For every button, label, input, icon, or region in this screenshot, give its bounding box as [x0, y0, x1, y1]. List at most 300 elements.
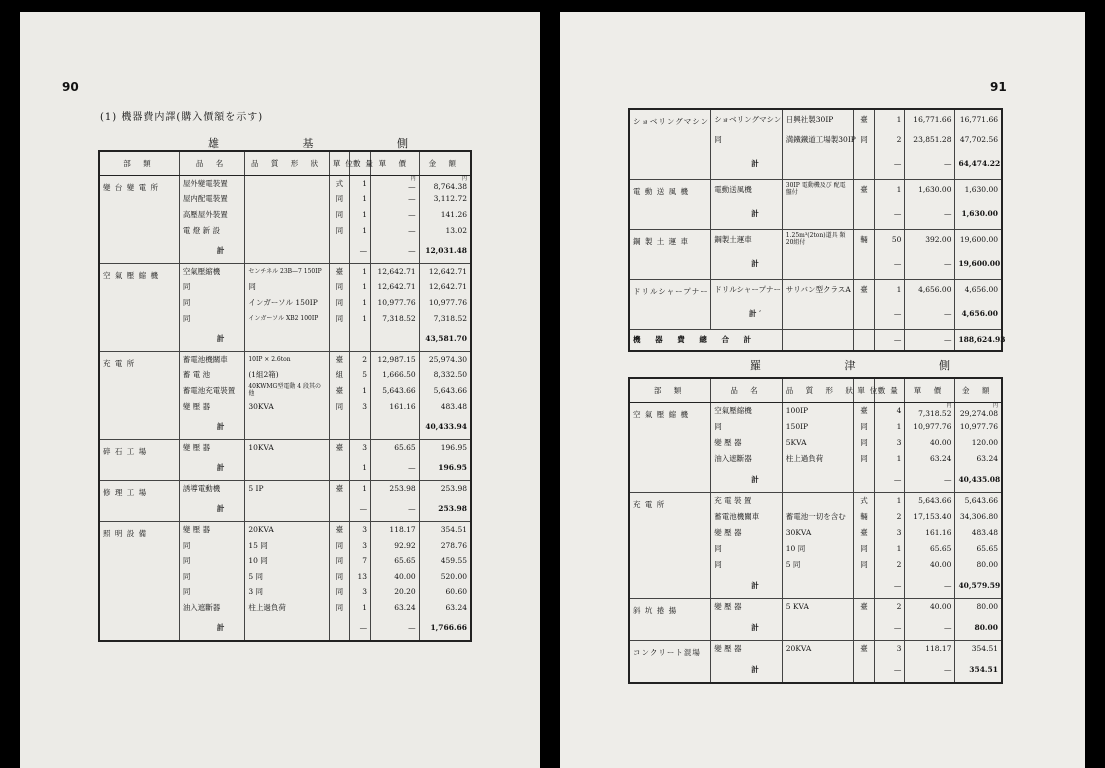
item-name: 電動送風機 [711, 179, 783, 199]
item-name: 蓄電池機關車 [179, 351, 245, 367]
item-unit: 輛 [854, 229, 874, 249]
subtotal-qty: — [874, 467, 905, 493]
item-amount: 483.48 [955, 525, 1002, 541]
subtotal-amount: 40,433.94 [419, 414, 471, 440]
item-spec: 15 同 [245, 537, 330, 553]
item-unit-price: 118.17 [905, 641, 955, 657]
item-name: 同 [179, 569, 245, 585]
subtotal-qty [349, 326, 370, 352]
item-spec: 3 同 [245, 584, 330, 600]
subtotal-price: — [371, 238, 420, 264]
subtotal-unit [854, 573, 874, 599]
item-name: 變 壓 器 [711, 525, 783, 541]
subtotal-price: — [905, 467, 955, 493]
subtotal-price [371, 326, 420, 352]
item-spec: 柱上過負荷 [782, 451, 854, 467]
item-unit-price-value: 7,318.52 [918, 408, 952, 418]
item-unit-price: 1,630.00 [905, 179, 955, 199]
item-name: 變 壓 器 [179, 439, 245, 455]
item-unit-price: — [371, 191, 420, 207]
item-amount: 354.51 [419, 522, 471, 538]
subtotal-qty: — [349, 238, 370, 264]
item-spec: インガーソル XB2 100IP [245, 310, 330, 326]
subtotal-qty: — [349, 615, 370, 641]
item-name: 同 [711, 557, 783, 573]
item-spec: 5 同 [245, 569, 330, 585]
item-spec: 5 KVA [782, 599, 854, 615]
table-row [629, 599, 1002, 615]
item-amount: 10,977.76 [419, 295, 471, 311]
item-qty: 1 [349, 310, 370, 326]
dept-cell: 碎 石 工 場 [99, 439, 179, 480]
item-unit: 同 [854, 419, 874, 435]
grand-total-price: — [905, 329, 955, 351]
item-spec [782, 493, 854, 509]
header-col-spec: 品 質 形 狀 [782, 378, 854, 403]
item-name: 蓄 電 池 [179, 367, 245, 383]
table-row [629, 403, 1002, 419]
item-qty: 3 [874, 525, 905, 541]
item-unit-price: 63.24 [371, 600, 420, 616]
header-col-unit: 單位 [854, 378, 874, 403]
item-unit: 式 [854, 493, 874, 509]
subtotal-spec [782, 149, 854, 179]
item-unit-price: 20.20 [371, 584, 420, 600]
item-qty: 1 [349, 222, 370, 238]
item-unit: 同 [329, 191, 349, 207]
item-spec: 10 同 [245, 553, 330, 569]
item-qty: 3 [349, 522, 370, 538]
item-spec: インガーソル 150IP [245, 295, 330, 311]
table-row [99, 481, 471, 497]
subtotal-unit [854, 657, 874, 683]
item-spec: 5 IP [245, 481, 330, 497]
item-unit-price: 10,977.76 [371, 295, 420, 311]
item-spec: 柱上過負荷 [245, 600, 330, 616]
subtotal-unit [329, 615, 349, 641]
item-qty: 1 [874, 109, 905, 129]
dept-cell: 空 氣 壓 縮 機 [629, 403, 711, 493]
item-spec [245, 207, 330, 223]
dept-cell: 充 電 所 [629, 493, 711, 599]
item-unit-price: 17,153.40 [905, 509, 955, 525]
subtotal-spec [782, 299, 854, 329]
item-name: 同 [179, 310, 245, 326]
subtotal-unit [329, 455, 349, 481]
item-name: 誘導電動機 [179, 481, 245, 497]
item-name: 空氣壓縮機 [179, 263, 245, 279]
item-name: 鋼製土運車 [711, 229, 783, 249]
item-unit: 同 [329, 310, 349, 326]
subtotal-amount: 1,630.00 [955, 199, 1002, 229]
subtotal-price: — [905, 299, 955, 329]
subtotal-qty: 1 [349, 455, 370, 481]
item-qty: 5 [349, 367, 370, 383]
header-col-amount: 金 額 [955, 378, 1002, 403]
item-amount: 47,702.56 [955, 129, 1002, 149]
table-row [99, 522, 471, 538]
subtotal-label: 計 [711, 149, 783, 179]
subtotal-price: — [905, 199, 955, 229]
item-unit: 同 [854, 541, 874, 557]
table-caption: (1) 機器費内譯(購入價額を示す) [100, 112, 264, 123]
item-unit: 同 [329, 600, 349, 616]
subtotal-price: — [905, 615, 955, 641]
item-spec [245, 176, 330, 192]
subtotal-label: 計 [179, 326, 245, 352]
item-unit: 同 [854, 557, 874, 573]
item-name: 變 壓 器 [711, 599, 783, 615]
subtotal-unit [854, 467, 874, 493]
item-amount: 459.55 [419, 553, 471, 569]
item-spec [245, 222, 330, 238]
item-name: 充 電 裝 置 [711, 493, 783, 509]
item-unit: 同 [329, 222, 349, 238]
subtotal-label: 計 [711, 199, 783, 229]
item-name: 變 壓 器 [179, 398, 245, 414]
item-unit: 同 [854, 451, 874, 467]
equipment-table-left [98, 150, 472, 642]
dept-cell: 空 氣 壓 縮 機 [99, 263, 179, 351]
item-qty: 1 [874, 493, 905, 509]
item-spec: 1.25m³(2ton)道具 類20組付 [782, 229, 854, 249]
item-amount: 8,332.50 [419, 367, 471, 383]
subtotal-price: — [905, 149, 955, 179]
header-col-qty: 數量 [874, 378, 905, 403]
item-qty: 7 [349, 553, 370, 569]
item-qty: 3 [349, 398, 370, 414]
item-qty: 13 [349, 569, 370, 585]
item-unit-price: 253.98 [371, 481, 420, 497]
item-unit: 同 [329, 279, 349, 295]
item-unit: 同 [854, 435, 874, 451]
item-amount: 483.48 [419, 398, 471, 414]
item-qty: 1 [349, 383, 370, 399]
item-name: 變 壓 器 [711, 641, 783, 657]
item-amount: 60.60 [419, 584, 471, 600]
item-amount: 63.24 [955, 451, 1002, 467]
item-qty: 1 [349, 191, 370, 207]
subtotal-spec [782, 249, 854, 279]
item-unit-price: 7,318.52 [371, 310, 420, 326]
item-amount-value: 8,764.38 [433, 181, 467, 191]
subtotal-qty: — [874, 615, 905, 641]
page-number-left: 90 [62, 80, 79, 94]
subtotal-label: 計 [711, 657, 783, 683]
table-row [99, 351, 471, 367]
right-page [560, 12, 1085, 768]
subtotal-unit [854, 199, 874, 229]
subtotal-price: — [905, 249, 955, 279]
table-row [99, 439, 471, 455]
grand-total-label: 機 器 費 總 合 計 [633, 335, 758, 345]
item-unit-price: 16,771.66 [905, 109, 955, 129]
item-unit: 臺 [854, 525, 874, 541]
item-qty: 1 [874, 541, 905, 557]
subtotal-qty: — [874, 249, 905, 279]
subtotal-price: — [905, 573, 955, 599]
dept-cell: 電 動 送 風 機 [629, 179, 711, 229]
item-qty: 3 [874, 641, 905, 657]
dept-cell: 照 明 設 備 [99, 522, 179, 641]
item-unit-price [905, 403, 955, 419]
subtotal-spec [782, 573, 854, 599]
item-unit-price: 40.00 [905, 435, 955, 451]
table-header-right [629, 378, 1002, 403]
subtotal-qty: — [874, 199, 905, 229]
item-amount: 16,771.66 [955, 109, 1002, 129]
item-spec: 30KVA [782, 525, 854, 541]
item-unit: 式 [329, 176, 349, 192]
item-qty: 1 [874, 279, 905, 299]
item-qty: 1 [349, 600, 370, 616]
subtotal-label: 計 [179, 615, 245, 641]
item-amount: 253.98 [419, 481, 471, 497]
subtotal-unit [329, 326, 349, 352]
item-unit: 臺 [329, 383, 349, 399]
item-spec: 30IP 電動機及び 配電盤付 [782, 179, 854, 199]
subtotal-price [371, 414, 420, 440]
item-amount: 1,630.00 [955, 179, 1002, 199]
item-name: 高壓屋外裝置 [179, 207, 245, 223]
item-name: 屋内配電裝置 [179, 191, 245, 207]
item-unit: 同 [329, 207, 349, 223]
table-row [99, 263, 471, 279]
item-amount: 520.00 [419, 569, 471, 585]
item-qty: 1 [874, 179, 905, 199]
item-qty: 2 [874, 509, 905, 525]
subtotal-spec [245, 326, 330, 352]
item-unit: 臺 [854, 641, 874, 657]
item-name: 同 [711, 541, 783, 557]
left-page [20, 12, 540, 768]
item-qty: 1 [349, 176, 370, 192]
item-amount: 25,974.30 [419, 351, 471, 367]
item-name: 同 [179, 279, 245, 295]
subtotal-label: 計 [179, 455, 245, 481]
item-name: 蓄電池充電裝置 [179, 383, 245, 399]
subtotal-amount: 12,031.48 [419, 238, 471, 264]
item-unit: 組 [329, 367, 349, 383]
item-unit: 臺 [329, 522, 349, 538]
item-qty: 1 [874, 451, 905, 467]
item-unit: 同 [329, 295, 349, 311]
dept-cell: 充 電 所 [99, 351, 179, 439]
subtotal-label: 計 [711, 615, 783, 641]
subtotal-spec [245, 455, 330, 481]
item-spec: 日興社製30IP [782, 109, 854, 129]
subtotal-label: 計 [711, 573, 783, 599]
subtotal-qty: — [874, 149, 905, 179]
subtotal-label: 計 [711, 249, 783, 279]
item-spec: 5 同 [782, 557, 854, 573]
table-row [629, 179, 1002, 199]
item-unit: 同 [329, 584, 349, 600]
item-amount: 4,656.00 [955, 279, 1002, 299]
item-name: 同 [711, 129, 783, 149]
subtotal-label: 計 [179, 496, 245, 522]
header-col-dept: 部 類 [99, 151, 179, 176]
item-name: 同 [179, 295, 245, 311]
table-header-left [99, 151, 471, 176]
item-spec: 100IP [782, 403, 854, 419]
item-qty: 1 [349, 263, 370, 279]
item-qty: 2 [349, 351, 370, 367]
item-unit-price: 12,642.71 [371, 263, 420, 279]
item-unit: 臺 [854, 179, 874, 199]
item-amount: 80.00 [955, 599, 1002, 615]
item-unit: 臺 [854, 109, 874, 129]
yen-mark: 円 [946, 402, 952, 409]
item-unit: 同 [329, 398, 349, 414]
item-spec: 10 同 [782, 541, 854, 557]
subtotal-label: 計 [179, 414, 245, 440]
yen-mark: 円 [410, 175, 416, 182]
item-qty: 2 [874, 599, 905, 615]
item-name: 蓄電池機關車 [711, 509, 783, 525]
item-spec: (1組2箱) [245, 367, 330, 383]
subtotal-amount: 80.00 [955, 615, 1002, 641]
equipment-table-right [628, 377, 1003, 684]
yen-mark: 円 [461, 175, 467, 182]
item-unit: 臺 [854, 279, 874, 299]
item-name: 油入遮斷器 [711, 451, 783, 467]
grand-total-spec [782, 329, 854, 351]
item-unit-price: 118.17 [371, 522, 420, 538]
item-unit: 輛 [854, 509, 874, 525]
item-qty: 2 [874, 129, 905, 149]
item-name: ショベリングマシン [711, 109, 783, 129]
item-spec: センチネル 23B—7 150IP [245, 263, 330, 279]
item-unit: 同 [329, 569, 349, 585]
dept-cell: ドリルシャープナー [629, 279, 711, 329]
item-amount: 278.76 [419, 537, 471, 553]
item-amount: 34,306.80 [955, 509, 1002, 525]
header-col-unit: 單位 [329, 151, 349, 176]
item-name: 同 [711, 419, 783, 435]
subtotal-spec [245, 238, 330, 264]
table-row [629, 641, 1002, 657]
item-qty: 1 [349, 207, 370, 223]
subtotal-price: — [371, 615, 420, 641]
table-row [629, 229, 1002, 249]
item-amount: 65.65 [955, 541, 1002, 557]
subtotal-qty: — [874, 657, 905, 683]
item-unit-price: 5,643.66 [905, 493, 955, 509]
item-qty: 3 [349, 537, 370, 553]
item-qty: 1 [874, 419, 905, 435]
item-name: ドリルシャープナー [711, 279, 783, 299]
subtotal-label: 計 [711, 467, 783, 493]
item-unit-price: 63.24 [905, 451, 955, 467]
item-unit-price: 65.65 [905, 541, 955, 557]
item-amount: 19,600.00 [955, 229, 1002, 249]
header-col-unit-price: 單 價 [371, 151, 420, 176]
item-name: 空氣壓縮機 [711, 403, 783, 419]
item-amount: 63.24 [419, 600, 471, 616]
subtotal-spec [245, 615, 330, 641]
item-amount: 80.00 [955, 557, 1002, 573]
dept-cell: コンクリート混場 [629, 641, 711, 683]
grand-total-row [629, 329, 1002, 351]
item-unit-price: 5,643.66 [371, 383, 420, 399]
header-col-dept: 部 類 [629, 378, 711, 403]
item-name: 同 [179, 553, 245, 569]
subtotal-spec [782, 615, 854, 641]
subtotal-amount: 1,766.66 [419, 615, 471, 641]
subtotal-price: — [905, 657, 955, 683]
item-qty: 3 [349, 584, 370, 600]
item-unit: 同 [329, 553, 349, 569]
header-col-spec: 品 質 形 狀 [245, 151, 330, 176]
header-col-qty: 數量 [349, 151, 370, 176]
dept-cell: 鋼 製 土 運 車 [629, 229, 711, 279]
subtotal-amount: 19,600.00 [955, 249, 1002, 279]
item-unit-price: 40.00 [371, 569, 420, 585]
item-amount: 13.02 [419, 222, 471, 238]
grand-total-amount: 188,624.93 [955, 329, 1002, 351]
item-unit: 臺 [329, 439, 349, 455]
subtotal-amount: 40,435.08 [955, 467, 1002, 493]
item-name: 油入遮斷器 [179, 600, 245, 616]
subtotal-spec [782, 199, 854, 229]
item-unit: 臺 [854, 403, 874, 419]
item-amount: 12,642.71 [419, 263, 471, 279]
item-spec: 150IP [782, 419, 854, 435]
subtotal-spec [245, 414, 330, 440]
table-row [629, 109, 1002, 129]
item-unit-price: 40.00 [905, 599, 955, 615]
item-spec: 10IP × 2.6ton [245, 351, 330, 367]
item-qty: 1 [349, 295, 370, 311]
item-unit: 臺 [854, 599, 874, 615]
page-number-right: 91 [990, 80, 1007, 94]
item-amount: 10,977.76 [955, 419, 1002, 435]
subtotal-qty [349, 414, 370, 440]
subtotal-price: — [371, 496, 420, 522]
subtotal-qty: — [874, 299, 905, 329]
dept-cell: ショベリングマシン [629, 109, 711, 179]
subtotal-label: 計 ′ [711, 299, 783, 329]
section-title-left: 雄 基 側 [208, 137, 448, 150]
item-amount: 354.51 [955, 641, 1002, 657]
subtotal-unit [854, 249, 874, 279]
table-row [99, 176, 471, 192]
item-spec: 20KVA [782, 641, 854, 657]
item-spec: 30KVA [245, 398, 330, 414]
item-unit-price: — [371, 222, 420, 238]
dept-cell: 變 台 變 電 所 [99, 176, 179, 264]
item-qty: 2 [874, 557, 905, 573]
item-qty: 50 [874, 229, 905, 249]
item-qty: 3 [349, 439, 370, 455]
item-qty: 3 [874, 435, 905, 451]
subtotal-amount: 4,656.00 [955, 299, 1002, 329]
item-name: 變 壓 器 [179, 522, 245, 538]
item-unit-price: — [371, 207, 420, 223]
item-unit-price: 10,977.76 [905, 419, 955, 435]
subtotal-spec [245, 496, 330, 522]
subtotal-unit [854, 615, 874, 641]
table-row [629, 493, 1002, 509]
item-unit-price: 23,851.28 [905, 129, 955, 149]
subtotal-unit [329, 238, 349, 264]
item-unit-price: 392.00 [905, 229, 955, 249]
item-unit-price [371, 176, 420, 192]
subtotal-qty: — [874, 573, 905, 599]
grand-total-unit [854, 329, 874, 351]
item-name: 屋外變電裝置 [179, 176, 245, 192]
